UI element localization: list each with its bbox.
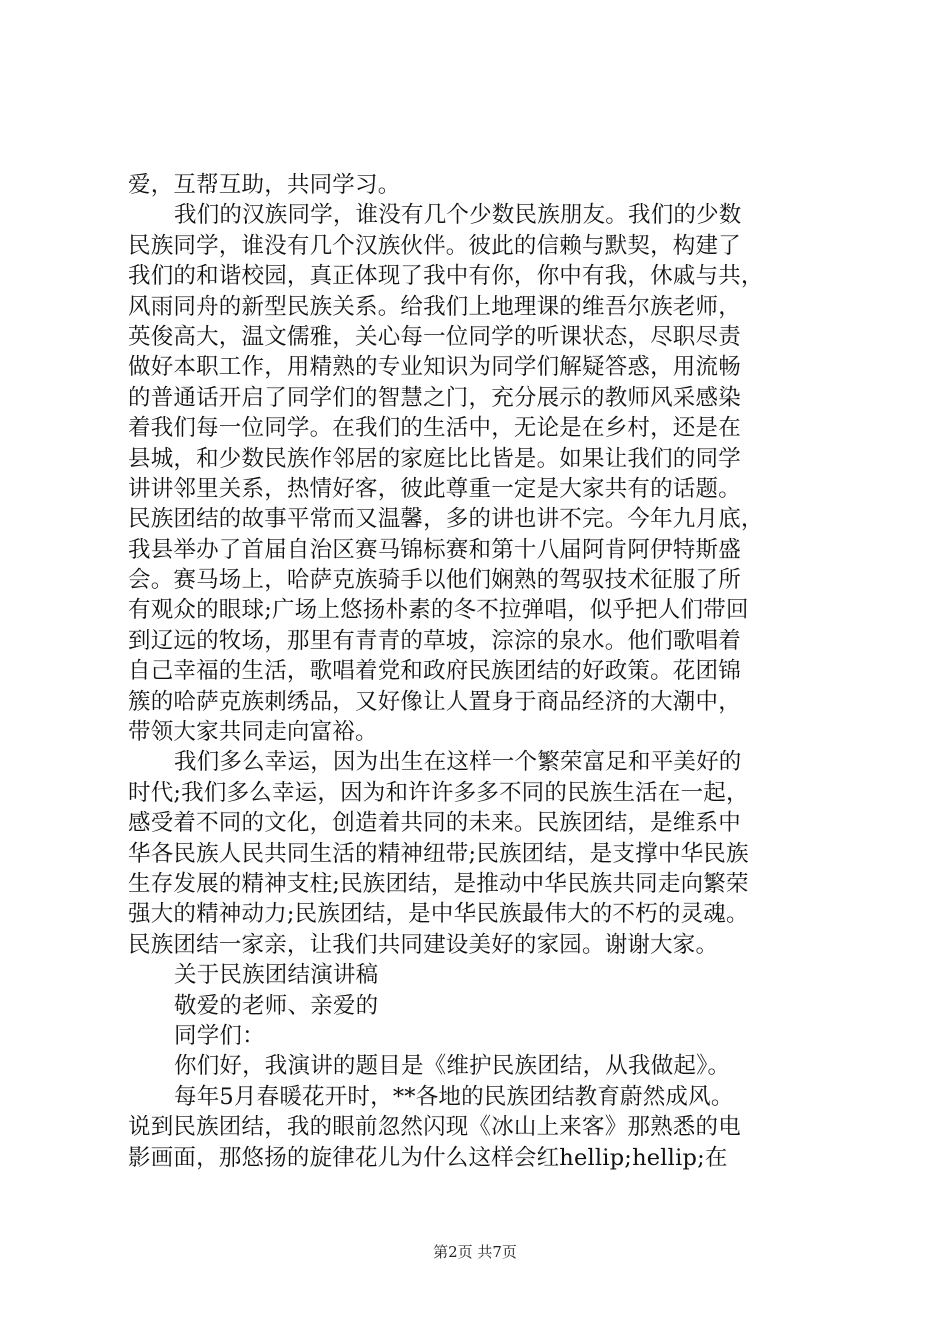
- text-line: 着我们每一位同学。在我们的生活中，无论是在乡村，还是在: [128, 415, 741, 442]
- text-line: 讲讲邻里关系，热情好客，彼此尊重一定是大家共有的话题。: [128, 475, 741, 502]
- text-line: 生存发展的精神支柱;民族团结，是推动中华民族共同走向繁荣: [128, 870, 749, 897]
- text-line: 爱，互帮互助，共同学习。: [128, 172, 401, 198]
- text-line: 时代;我们多么幸运，因为和许许多多不同的民族生活在一起，: [128, 779, 749, 806]
- text-line: 英俊高大，温文儒雅，关心每一位同学的听课状态，尽职尽责: [128, 323, 741, 350]
- text-line: 敬爱的老师、亲爱的: [174, 992, 379, 1019]
- text-line: 县城，和少数民族作邻居的家庭比比皆是。如果让我们的同学: [128, 445, 741, 472]
- text-line: 有观众的眼球;广场上悠扬朴素的冬不拉弹唱，似乎把人们带回: [128, 597, 749, 624]
- text-line: 我们的和谐校园，真正体现了我中有你，你中有我，休戚与共，: [128, 263, 764, 290]
- text-line: 说到民族团结，我的眼前忽然闪现《冰山上来客》那熟悉的电: [128, 1114, 741, 1141]
- text-line: 我们的汉族同学，谁没有几个少数民族朋友。我们的少数: [174, 202, 742, 229]
- text-line: 我县举办了首届自治区赛马锦标赛和第十八届阿肯阿伊特斯盛: [128, 536, 741, 563]
- text-line: 你们好，我演讲的题目是《维护民族团结，从我做起》。: [174, 1053, 731, 1080]
- text-line: 风雨同舟的新型民族关系。给我们上地理课的维吾尔族老师，: [128, 293, 741, 320]
- text-line: 带领大家共同走向富裕。: [128, 719, 378, 746]
- text-line: 我们多么幸运，因为出生在这样一个繁荣富足和平美好的: [174, 749, 742, 776]
- text-line: 到辽远的牧场，那里有青青的草坡，淙淙的泉水。他们歌唱着: [128, 627, 741, 654]
- text-line: 的普通话开启了同学们的智慧之门，充分展示的教师风采感染: [128, 384, 741, 411]
- text-line: 簇的哈萨克族刺绣品，又好像让人置身于商品经济的大潮中，: [128, 688, 741, 715]
- text-line: 自己幸福的生活，歌唱着党和政府民族团结的好政策。花团锦: [128, 658, 741, 685]
- text-line: 民族团结的故事平常而又温馨，多的讲也讲不完。今年九月底，: [128, 506, 764, 533]
- text-line: 民族团结一家亲，让我们共同建设美好的家园。谢谢大家。: [128, 931, 719, 958]
- page-footer: 第2页 共7页: [433, 1243, 517, 1261]
- text-line: 关于民族团结演讲稿: [174, 962, 379, 989]
- text-line: 做好本职工作，用精熟的专业知识为同学们解疑答惑，用流畅: [128, 354, 741, 381]
- text-line: 会。赛马场上，哈萨克族骑手以他们娴熟的驾驭技术征服了所: [128, 567, 741, 594]
- text-line: 强大的精神动力;民族团结，是中华民族最伟大的不朽的灵魂。: [128, 901, 749, 928]
- text-line: 同学们：: [174, 1022, 265, 1049]
- text-line: 感受着不同的文化，创造着共同的未来。民族团结，是维系中: [128, 810, 741, 837]
- text-line: 每年5月春暖花开时，**各地的民族团结教育蔚然成风。: [174, 1083, 734, 1110]
- text-line: 影画面，那悠扬的旋律花儿为什么这样会红hellip;hellip;在: [128, 1144, 728, 1171]
- document-body: [128, 170, 828, 1173]
- text-line: 民族同学，谁没有几个汉族伙伴。彼此的信赖与默契，构建了: [128, 232, 741, 259]
- text-line: 华各民族人民共同生活的精神纽带;民族团结，是支撑中华民族: [128, 840, 749, 867]
